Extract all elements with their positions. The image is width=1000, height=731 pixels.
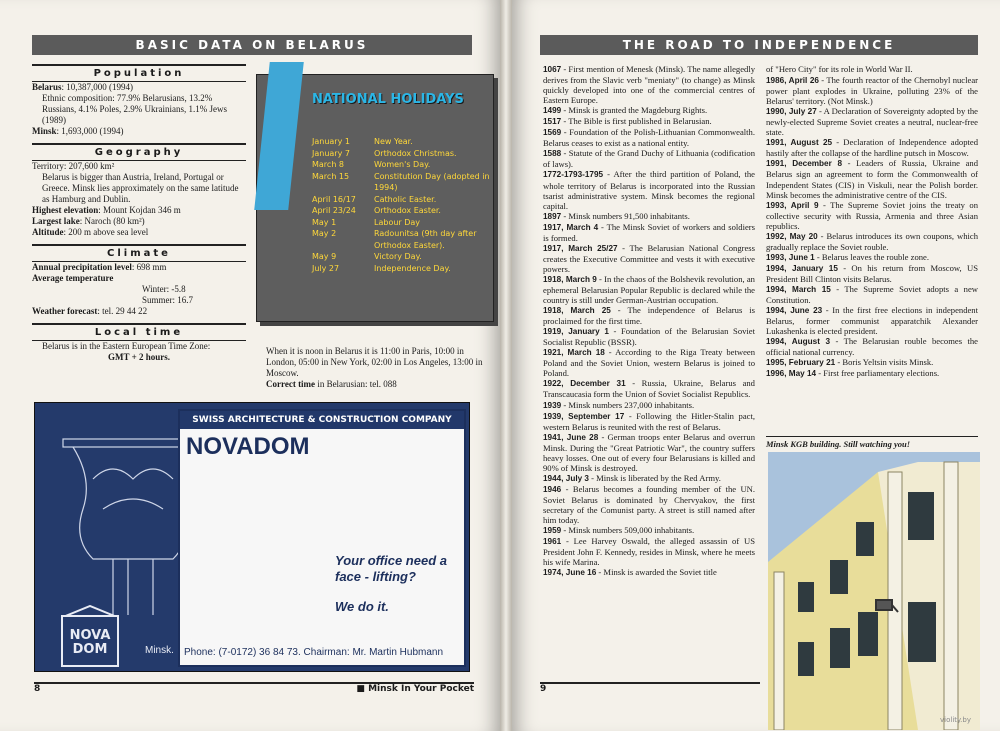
timeline-column-2 (766, 64, 978, 379)
timeline-text: - First mention of Menesk (Minsk). The name allegedly derives from the Slavic verb "meniaty" (to change) as Minsk quickly developed into one of the commercial centres of Eastern Europe. (543, 64, 755, 106)
population-value-minsk: : 1,693,000 (1994) (56, 126, 124, 136)
timeline-entry (766, 64, 978, 75)
population-heading: Population (32, 64, 246, 82)
timeline-date: 1067 (543, 65, 562, 74)
timeline-text: - Statute of the Grand Duchy of Lithuania (codification of laws). (543, 148, 755, 170)
timeline-date: 1772-1793-1795 (543, 170, 604, 180)
timeline-text: - Leaders of Russia, Ukraine and Belarus sign an agreement to form the Commonwealth of Independent States (CIS) in Viskuli, near the Polish border. Minsk becomes the administrative centre of the CIS. (766, 158, 978, 200)
timeline-entry (543, 347, 755, 378)
geography-highest (32, 205, 246, 216)
timeline-date: 1992, May 20 (766, 231, 818, 241)
holiday-date: July 27 (312, 263, 340, 273)
timeline-entry (543, 484, 755, 525)
timeline-entry (543, 127, 755, 148)
footer-title-text: Minsk In Your Pocket (368, 684, 474, 694)
local-time-section (32, 323, 246, 363)
timeline-text: - Minsk numbers 91,500 inhabitants. (561, 210, 690, 221)
timeline-entry (543, 378, 755, 399)
timeline-date: 1974, June 16 (543, 568, 597, 578)
timeline-entry (766, 305, 978, 336)
ad-brand: NOVADOM (186, 433, 310, 460)
timeline-date: 1961 (543, 537, 562, 547)
timeline-entry (766, 231, 978, 252)
timeline-date: 1994, January 15 (766, 263, 838, 273)
timeline-text: - On his return from Moscow, US President Bill Clinton visits Belarus. (766, 262, 978, 284)
basic-data-column (32, 62, 246, 369)
timeline-entry (543, 211, 755, 222)
holidays-title: NATIONAL HOLIDAYS (312, 92, 464, 107)
timeline-date: 1569 (543, 128, 562, 138)
holiday-name: Radounitsa (9th day after Orthodox Easter). (374, 229, 477, 250)
local-time-heading: Local time (32, 323, 246, 341)
forecast-value: : tel. 29 44 22 (97, 306, 148, 316)
holiday-row (312, 136, 496, 148)
timeline-text: - Lee Harvey Oswald, the alleged assassin of US President John F. Kennedy, resides in Minsk, where he meets his wife Marina. (543, 536, 755, 568)
timeline-text: - The Belarusian rouble becomes the official national currency. (766, 336, 978, 358)
holiday-date: May 1 (312, 217, 337, 227)
timeline-text: - First free parliamentary elections. (816, 368, 940, 379)
timeline-date: 1993, June 1 (766, 252, 815, 262)
holiday-row (312, 228, 496, 251)
holiday-name: Independence Day. (374, 263, 451, 273)
timeline-date: 1919, January 1 (543, 327, 609, 337)
timeline-entry (543, 116, 755, 127)
holiday-name: New Year. (374, 137, 413, 146)
timeline-text: - The independence of Belarus is proclaimed for the first time. (543, 305, 755, 327)
timeline-text: - Boris Yeltsin visits Minsk. (835, 357, 934, 368)
holiday-date: March 15 (312, 171, 350, 181)
timeline-entry (766, 368, 978, 379)
timeline-entry (543, 305, 755, 326)
timeline-entry (543, 105, 755, 116)
holiday-row (312, 205, 496, 217)
holiday-date: April 23/24 (312, 206, 356, 215)
holiday-date: January 7 (312, 148, 350, 158)
ad-city: Minsk. (145, 645, 174, 656)
timeline-column-1 (543, 64, 755, 578)
photo-caption: Minsk KGB building. Still watching you! (766, 436, 978, 449)
timeline-entry (766, 75, 978, 106)
timeline-entry (543, 567, 755, 578)
population-value-belarus: : 10,387,000 (1994) (61, 82, 134, 92)
holiday-name: Constitution Day (adopted in 1994) (374, 171, 490, 192)
correct-time-value: in Belarusian: tel. 088 (315, 379, 397, 389)
timeline-entry (766, 252, 978, 263)
timeline-entry (543, 64, 755, 105)
timeline-date: 1959 (543, 526, 562, 536)
altitude-label: Altitude (32, 227, 64, 237)
climate-section (32, 244, 246, 317)
timeline-entry (543, 222, 755, 243)
timeline-entry (543, 274, 755, 305)
timeline-date: 1917, March 25/27 (543, 243, 618, 253)
correct-time-label: Correct time (266, 379, 316, 389)
holiday-name: Catholic Easter. (374, 194, 437, 204)
geography-heading: Geography (32, 143, 246, 161)
timeline-date: 1991, August 25 (766, 138, 833, 148)
logo-line-1: NOVA (69, 628, 111, 643)
holiday-date: May 9 (312, 252, 337, 261)
lake-value: : Naroch (80 km²) (79, 216, 145, 226)
right-page-number: 9 (540, 684, 547, 694)
timeline-text: - The Minsk Soviet of workers and soldiers is formed. (543, 221, 755, 243)
holiday-name: Women's Day. (374, 160, 431, 169)
population-ethnic: Ethnic composition: 77.9% Belarusians, 13.2% Russians, 4.1% Poles, 2.9% Ukrainians, 1.1% Jews (1989) (42, 93, 227, 125)
ad-slogan-answer: We do it. (335, 599, 389, 614)
holiday-name: Orthodox Christmas. (374, 148, 457, 158)
forecast-label: Weather forecast (32, 306, 98, 316)
timeline-date: 1996, May 14 (766, 369, 817, 379)
timeline-entry (543, 536, 755, 567)
time-comparison-note (256, 346, 496, 390)
timeline-entry (543, 400, 755, 411)
timeline-entry (543, 473, 755, 484)
timeline-entry (766, 137, 978, 158)
timeline-entry (766, 158, 978, 199)
holiday-row (312, 251, 496, 263)
geography-lake (32, 216, 246, 227)
timeline-text: - After the third partition of Poland, the whole territory of Belarus is incorporated into the Russian tsarist administrative system. Minsk becomes the regional capital. (543, 169, 755, 211)
altitude-value: : 200 m above sea level (63, 227, 149, 237)
geography-altitude (32, 227, 246, 238)
timeline-date: 1991, December 8 (766, 159, 843, 169)
timeline-text: - The fourth reactor of the Chernobyl nuclear power plant explodes in Ukraine, polluting 23% of the Belarus' territory. (Not Minsk.) (766, 75, 978, 107)
timeline-date: 1941, June 28 (543, 432, 599, 442)
timeline-date: 1939 (543, 400, 562, 410)
timeline-entry (766, 106, 978, 137)
logo-roof-icon (61, 605, 119, 617)
timeline-text: - German troops enter Belarus and overrun Minsk. During the "Great Patriotic War", the country suffers heavy losses. One out of every four Belarusians is killed and 90% of Minsk is destroyed. (543, 431, 755, 473)
timeline-date: 1986, April 26 (766, 76, 819, 86)
holiday-row (312, 148, 496, 160)
timeline-entry (543, 148, 755, 169)
timeline-date: 1995, February 21 (766, 358, 836, 368)
climate-heading: Climate (32, 244, 246, 262)
road-to-independence-banner: THE ROAD TO INDEPENDENCE (540, 35, 978, 55)
holiday-date: January 1 (312, 137, 350, 146)
timeline-date: 1946 (543, 484, 562, 494)
holiday-name: Labour Day (374, 217, 421, 227)
timeline-text: - In the chaos of the Bolshevik revolution, an ephemeral Belarusian Popular Republic is declared while the country is still under German-Austrian occupation. (543, 273, 755, 306)
timeline-text: - Belarus leaves the rouble zone. (814, 251, 930, 262)
timeline-text: - According to the Riga Treaty between Poland and the Soviet Union, western Belarus is joined to Poland. (543, 347, 755, 379)
holiday-row (312, 217, 496, 229)
timeline-entry (543, 169, 755, 210)
timeline-text: - Foundation of the Polish-Lithuanian Commonwealth. Belarus ceases to exist as a national entity. (543, 127, 755, 149)
time-note-text: When it is noon in Belarus it is 11:00 in Paris, 10:00 in London, 05:00 in New York, 02:00 in Los Angeles, 13:00 in Moscow. (266, 346, 483, 378)
holiday-date: May 2 (312, 229, 337, 238)
timeline-entry (766, 263, 978, 284)
book-spine (500, 0, 512, 731)
timeline-text: - In the first free elections in independent Belarus, former communist apparatchik Alexander Lukashenka is elected president. (766, 305, 978, 337)
climate-summer: Summer: 16.7 (142, 295, 193, 305)
highest-label: Highest elevation (32, 205, 99, 215)
timeline-entry (766, 284, 978, 305)
timeline-text: - Russia, Ukraine, Belarus and Transcaucasia form the Union of Soviet Socialist Republics. (543, 378, 755, 400)
climate-winter: Winter: -5.8 (142, 284, 186, 294)
geography-note: Belarus is bigger than Austria, Ireland, Portugal or Greece. Minsk lies approximately on the same latitude as Hamburg and Dublin. (42, 172, 239, 204)
timeline-date: 1917, March 4 (543, 222, 599, 232)
timeline-text: - Minsk is awarded the Soviet title (596, 567, 717, 578)
population-label-minsk: Minsk (32, 126, 57, 136)
timeline-text: - Minsk numbers 237,000 inhabitants. (561, 399, 695, 410)
timeline-text: - Belarus introduces its own coupons, which gradually replace the Soviet rouble. (766, 230, 978, 252)
novadom-advertisement (34, 402, 470, 672)
left-footer-title: ■ Minsk In Your Pocket (356, 684, 474, 694)
holiday-row (312, 194, 496, 206)
climate-temp-label (32, 273, 246, 284)
timeline-text: - Minsk is liberated by the Red Army. (588, 472, 721, 483)
timeline-text: - Declaration of Independence adopted hastily after the collapse of the hardline putsch in Moscow. (766, 137, 978, 159)
timeline-date: 1922, December 31 (543, 379, 626, 389)
timeline-date: 1588 (543, 149, 562, 159)
precip-value: : 698 mm (131, 262, 167, 272)
timeline-date: 1990, July 27 (766, 107, 817, 117)
timeline-text: of "Hero City" for its role in World War II. (766, 64, 913, 74)
lake-label: Largest lake (32, 216, 80, 226)
correct-time-line (256, 379, 496, 390)
watermark: violity.by (940, 716, 971, 724)
timeline-entry (543, 243, 755, 274)
timeline-date: 1994, June 23 (766, 306, 823, 316)
basic-data-banner: BASIC DATA ON BELARUS (32, 35, 472, 55)
timeline-entry (543, 432, 755, 473)
population-line-minsk (32, 126, 246, 137)
timeline-entry (543, 411, 755, 432)
novadom-logo (61, 615, 119, 667)
timeline-date: 1499 (543, 106, 562, 116)
ad-contact: Phone: (7-0172) 36 84 73. Chairman: Mr. Martin Hubmann (184, 647, 444, 658)
timeline-date: 1921, March 18 (543, 348, 605, 358)
timeline-text: - Minsk is granted the Magdeburg Rights. (561, 105, 708, 116)
left-footer (34, 682, 474, 694)
timeline-entry (766, 357, 978, 368)
holidays-list (312, 136, 496, 274)
timeline-text: - A Declaration of Sovereignty adopted by the newly-elected Supreme Soviet creates a neutral, nuclear-free state. (766, 106, 978, 138)
ad-white-panel (178, 409, 466, 667)
population-section (32, 64, 246, 137)
timeline-text: - Belarus becomes a founding member of the UN. Soviet Belarus is dominated by Chervyakov, the first secretary of the Comunist party. A street is still named after him today. (543, 483, 755, 526)
highest-value: : Mount Kojdan 346 m (98, 205, 181, 215)
timeline-text: - The Bible is first published in Belarusian. (561, 116, 712, 127)
right-footer (540, 682, 760, 694)
timeline-date: 1994, August 3 (766, 337, 831, 347)
holiday-date: April 16/17 (312, 194, 356, 204)
climate-forecast (32, 306, 246, 317)
ad-slogan: Your office need a face - lifting? (335, 553, 447, 584)
timeline-date: 1939, September 17 (543, 411, 625, 421)
holiday-row (312, 263, 496, 275)
timeline-date: 1993, April 9 (766, 200, 819, 210)
timeline-text: - Foundation of the Belarusian Soviet Socialist Republic (BSSR). (543, 326, 755, 348)
logo-line-2: DOM (72, 642, 108, 657)
timeline-text: - The Belarusian National Congress creates the Executive Committee and vests it with executive powers. (543, 242, 755, 274)
holiday-date: March 8 (312, 160, 345, 169)
geography-section (32, 143, 246, 238)
population-label-belarus: Belarus (32, 82, 62, 92)
timeline-text: - The Supreme Soviet joins the treaty on collective security with Russia, Armenia and three Asian republics. (766, 199, 979, 231)
timeline-date: 1994, March 15 (766, 284, 831, 294)
timeline-date: 1918, March 25 (543, 306, 611, 316)
climate-precip (32, 262, 246, 273)
precip-label: Annual precipitation level (32, 262, 132, 272)
timeline-entry (543, 326, 755, 347)
timeline-entry (766, 200, 978, 231)
timeline-date: 1897 (543, 211, 562, 221)
timeline-date: 1918, March 9 (543, 274, 597, 284)
timeline-date: 1517 (543, 117, 562, 127)
timeline-entry (766, 336, 978, 357)
holiday-row (312, 159, 496, 171)
kgb-building-photo (768, 452, 980, 730)
timeline-text: - The Supreme Soviet adopts a new Constitution. (766, 283, 978, 306)
timeline-text: - Minsk numbers 509,000 inhabitants. (561, 525, 695, 536)
geography-territory: Territory: 207,600 km² (32, 161, 115, 171)
holiday-name: Victory Day. (374, 252, 422, 261)
ad-tagline: SWISS ARCHITECTURE & CONSTRUCTION COMPANY (180, 411, 464, 429)
temp-label: Average temperature (32, 273, 114, 283)
local-time-text: Belarus is in the Eastern European Time Zone: (42, 341, 211, 351)
holiday-row (312, 171, 496, 194)
timeline-text: - Following the Hitler-Stalin pact, western Belarus is reunited with the rest of Belarus. (543, 410, 755, 432)
local-time-gmt: GMT + 2 hours. (108, 352, 170, 362)
population-line-belarus (32, 82, 246, 93)
left-page-number: 8 (34, 684, 41, 694)
timeline-date: 1944, July 3 (543, 473, 589, 483)
timeline-entry (543, 525, 755, 536)
holiday-name: Orthodox Easter. (374, 206, 441, 215)
